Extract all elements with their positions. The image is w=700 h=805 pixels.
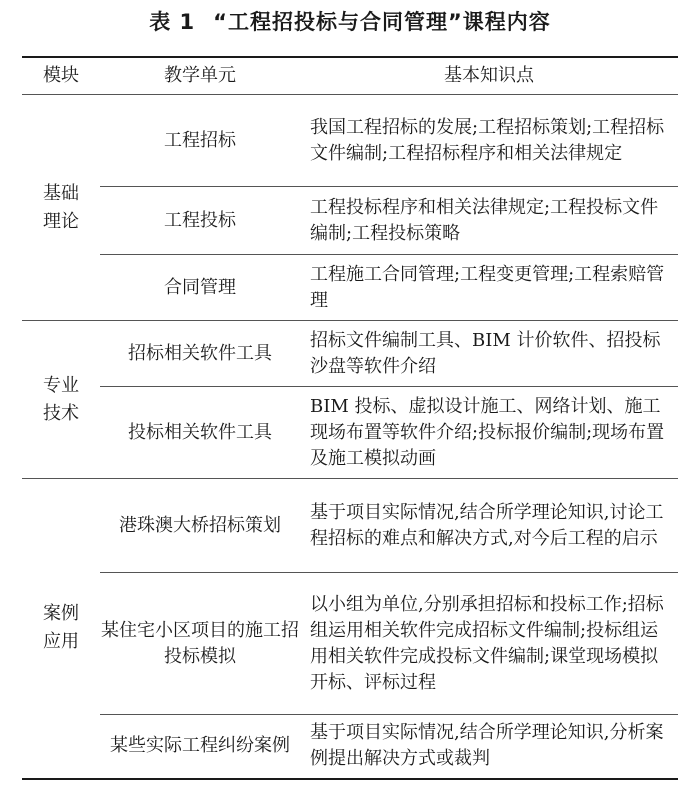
unit-cell: 投标相关软件工具: [100, 387, 300, 479]
table-title: “工程招投标与合同管理”课程内容: [213, 10, 551, 34]
knowledge-cell: BIM 投标、虚拟设计施工、网络计划、施工现场布置等软件介绍;投标报价编制;现场布置及施工模拟动画: [300, 387, 678, 479]
table-row: [22, 255, 678, 321]
table-row: [22, 573, 678, 715]
module-label: 基础理论: [43, 182, 79, 232]
module-cell: [22, 95, 100, 321]
knowledge-cell: 以小组为单位,分别承担招标和投标工作;招标组运用相关软件完成招标文件编制;投标组运用相关软件完成投标文件编制;课堂现场模拟开标、评标过程: [300, 573, 678, 715]
header-knowledge: 基本知识点: [300, 57, 678, 95]
unit-cell: 某些实际工程纠纷案例: [110, 735, 290, 757]
unit-cell: 工程投标: [100, 187, 300, 255]
knowledge-cell: 基于项目实际情况,结合所学理论知识,分析案例提出解决方式或裁判: [310, 722, 664, 770]
module-label: 案例应用: [43, 603, 79, 653]
table-row: [22, 479, 678, 573]
unit-cell: 合同管理: [100, 255, 300, 321]
table-caption: [0, 6, 700, 36]
unit-cell: 某住宅小区项目的施工招投标模拟: [100, 573, 300, 715]
table-row: [22, 387, 678, 479]
header-row: [22, 57, 678, 95]
knowledge-cell: 工程投标程序和相关法律规定;工程投标文件编制;工程投标策略: [300, 187, 678, 255]
knowledge-cell: 我国工程招标的发展;工程招标策划;工程招标文件编制;工程招标程序和相关法律规定: [300, 95, 678, 187]
table-row: [22, 95, 678, 187]
table-number: 表 1: [149, 10, 196, 34]
header-unit: 教学单元: [100, 57, 300, 95]
module-cell: [22, 479, 100, 779]
knowledge-cell: 工程施工合同管理;工程变更管理;工程索赔管理: [300, 255, 678, 321]
knowledge-cell: 招标文件编制工具、BIM 计价软件、招投标沙盘等软件介绍: [300, 321, 678, 387]
course-content-table: [22, 56, 678, 780]
unit-cell: 工程招标: [100, 95, 300, 187]
header-module: 模块: [22, 57, 100, 95]
unit-cell: 港珠澳大桥招标策划: [100, 479, 300, 573]
table-row: [22, 715, 678, 779]
table-row: [22, 187, 678, 255]
module-label: 专业技术: [43, 374, 79, 424]
table-row: [22, 321, 678, 387]
unit-cell: 招标相关软件工具: [100, 321, 300, 387]
knowledge-cell: 基于项目实际情况,结合所学理论知识,讨论工程招标的难点和解决方式,对今后工程的启示: [300, 479, 678, 573]
module-cell: [22, 321, 100, 479]
